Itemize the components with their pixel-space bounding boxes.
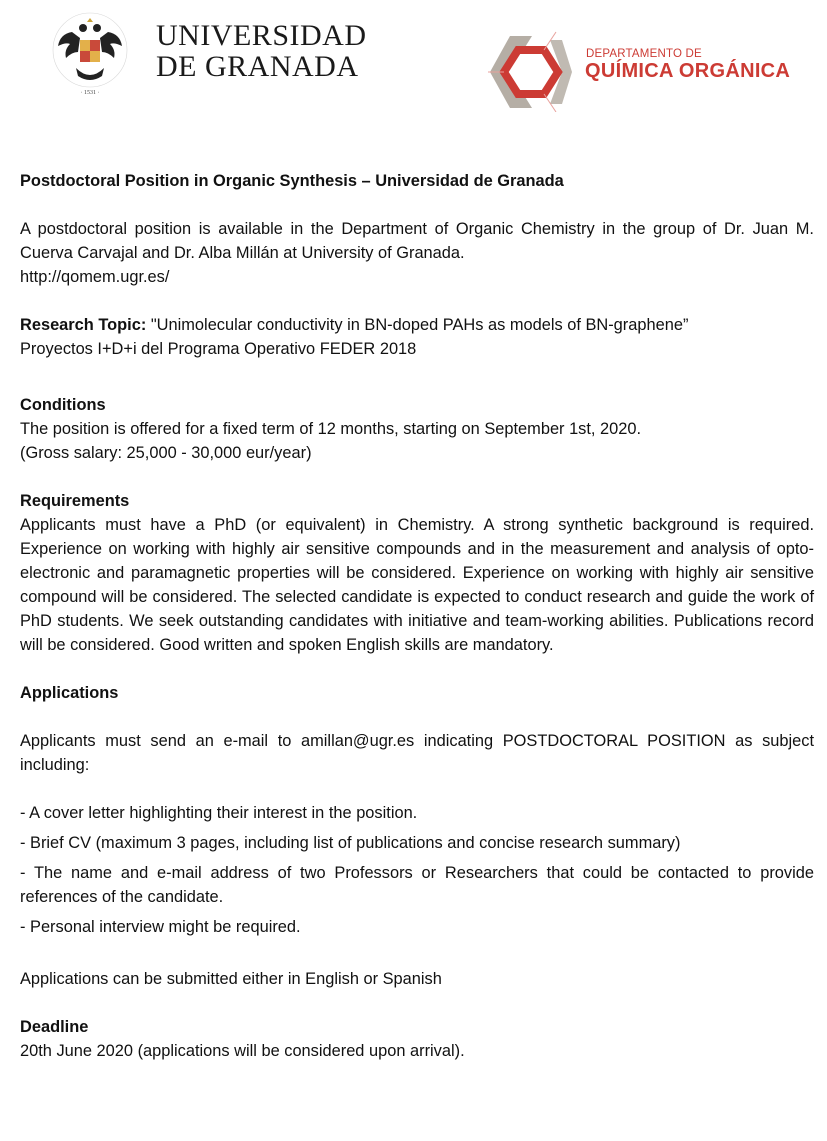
university-name: [156, 20, 367, 82]
application-item: - Brief CV (maximum 3 pages, including list of publications and concise research summary): [20, 834, 681, 852]
requirements-text: Applicants must have a PhD (or equivalent) in Chemistry. A strong synthetic background is required. Experience on working with highly air sensitive compounds and in the measurement and analysis of opto-electronic and paramagnetic properties will be considered. Experience on working with highly air sensitive compound will be considered. The selected candidate is expected to conduct research and guide the work of PhD students. We seek outstanding candidates with initiative and team-working abilities. Publications record will be considered. Good written and spoken English skills are mandatory.: [20, 516, 814, 654]
job-posting: [20, 169, 814, 1063]
university-name-line2: DE GRANADA: [156, 50, 359, 83]
intro-paragraph: A postdoctoral position is available in the Department of Organic Chemistry in the group of Dr. Juan M. Cuerva Carvajal and Dr. Alba Millán at University of Granada.: [20, 220, 814, 262]
conditions-term: The position is offered for a fixed term of 12 months, starting on September 1st, 2020.: [20, 420, 642, 438]
deadline-heading: Deadline: [20, 1018, 89, 1036]
conditions-salary: (Gross salary: 25,000 - 30,000 eur/year): [20, 444, 312, 462]
hexagon-logo-icon: [488, 30, 574, 112]
application-item: - A cover letter highlighting their interest in the position.: [20, 804, 418, 822]
research-topic: [20, 313, 814, 337]
university-name-line1: UNIVERSIDAD: [156, 19, 367, 52]
conditions-heading: Conditions: [20, 396, 106, 414]
requirements-heading: Requirements: [20, 492, 130, 510]
applications-intro: Applicants must send an e-mail to amillan@ugr.es indicating POSTDOCTORAL POSITION as subject including:: [20, 732, 814, 774]
posting-title: Postdoctoral Position in Organic Synthesis – Universidad de Granada: [20, 172, 564, 190]
applications-language: Applications can be submitted either in English or Spanish: [20, 970, 442, 988]
university-seal-icon: [50, 6, 130, 98]
research-topic-text: "Unimolecular conductivity in BN-doped PAHs as models of BN-graphene”: [146, 316, 689, 334]
application-item: - The name and e-mail address of two Professors or Researchers that could be contacted to provide references of the candidate.: [20, 864, 814, 906]
svg-text:· 1531 ·: · 1531 ·: [80, 90, 100, 96]
applications-heading: Applications: [20, 684, 119, 702]
deadline-text: 20th June 2020 (applications will be considered upon arrival).: [20, 1042, 465, 1060]
research-topic-label: Research Topic:: [20, 316, 147, 334]
research-project: Proyectos I+D+i del Programa Operativo FEDER 2018: [20, 340, 417, 358]
department-label: DEPARTAMENTO DE: [586, 48, 702, 60]
letterhead: [0, 0, 827, 130]
group-website-link[interactable]: http://qomem.ugr.es/: [20, 268, 170, 286]
department-name: QUÍMICA ORGÁNICA: [585, 60, 791, 82]
application-item: - Personal interview might be required.: [20, 918, 301, 936]
